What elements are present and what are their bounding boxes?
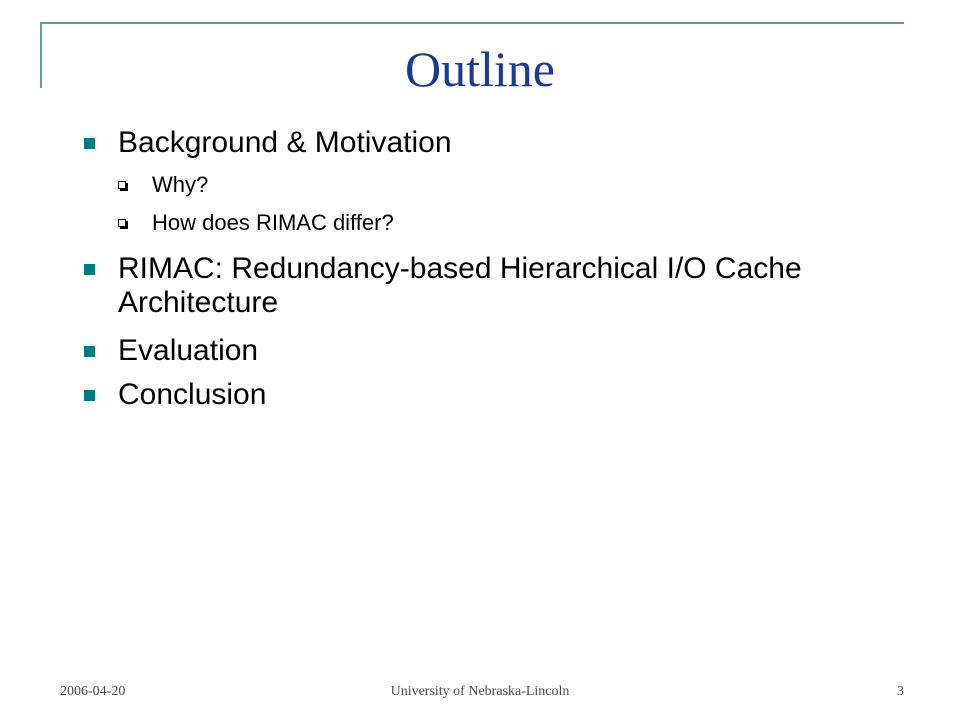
hollow-square-bullet-icon	[118, 181, 126, 189]
square-bullet-icon	[84, 390, 95, 401]
slide-title: Outline	[405, 41, 555, 97]
bullet-text: Conclusion	[118, 378, 267, 411]
sub-bullet-text: How does RIMAC differ?	[152, 210, 394, 235]
footer-organization: University of Nebraska-Lincoln	[390, 684, 570, 699]
square-bullet-icon	[84, 264, 95, 275]
footer-date: 2006-04-20	[60, 684, 126, 699]
sub-bullet-item	[152, 172, 752, 198]
bullet-text: Evaluation	[118, 334, 259, 367]
bullet-item	[118, 126, 838, 160]
bullet-text: Background & Motivation	[118, 126, 452, 159]
bullet-item	[118, 252, 818, 320]
hollow-square-bullet-icon	[118, 219, 126, 227]
bullet-text: RIMAC: Redundancy-based Hierarchical I/O Cache Architecture	[118, 252, 802, 319]
frame-top-rule	[40, 22, 904, 24]
page-number: 3	[897, 684, 904, 699]
square-bullet-icon	[84, 346, 95, 357]
bullet-item	[118, 378, 838, 412]
bullet-item	[118, 334, 838, 368]
square-bullet-icon	[84, 138, 95, 149]
sub-bullet-item	[152, 210, 752, 236]
sub-bullet-text: Why?	[152, 172, 209, 197]
